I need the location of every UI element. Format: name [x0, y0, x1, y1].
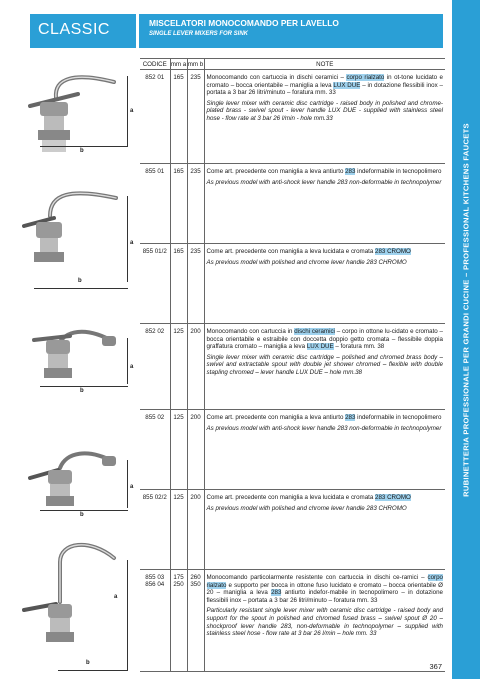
note-english: Particularly resistant single lever mixer with ceramic disc cartridge - raised body and support for the spout in polished and chromed fused brass – swivel spout Ø 20 – shockproof lever handle 283, non-deformable in technopolymer – supplied with stainless steel hose - flow rate at 3 bar 26 l/min – hole mm. 33	[206, 607, 443, 638]
highlight: 283 CROMO	[375, 494, 411, 501]
note-italian	[207, 494, 444, 502]
cell-b: 200	[187, 324, 204, 410]
section-label: CLASSIC	[38, 21, 110, 38]
dimension-label-b: b	[80, 388, 84, 394]
cell-code: 855 02/2	[140, 490, 170, 570]
note-text: antiurto indefor-mabile in tecnopolimero – in dotazione flessibili inox – portata a 3 bar 26 litri/minuto – foratura mm. 33	[206, 589, 443, 604]
dim-line-b-1	[40, 146, 128, 147]
note-english: As previous model with anti-shock lever handle 283 non-deformable in technopolymer	[206, 424, 442, 432]
cell-code: 852 02	[140, 324, 170, 410]
table-header-row	[140, 59, 445, 70]
note-english: As previous model with polished and chrome lever handle 283 CHROMO	[206, 504, 407, 512]
note-english: As previous model with polished and chrome lever handle 283 CHROMO	[206, 258, 407, 266]
mixer-image-5	[10, 532, 126, 652]
note-italian	[207, 74, 444, 97]
side-banner: RUBINETTERIA PROFESSIONALE PER GRANDI CUCINE – PROFESSIONAL KITCHENS FAUCETS	[461, 123, 471, 497]
cell-b: 235	[187, 244, 204, 324]
cell-note	[204, 164, 445, 244]
page-subtitle: SINGLE LEVER MIXERS FOR SINK	[149, 31, 249, 37]
highlight: dischi ceramici	[294, 328, 335, 335]
note-text: indeformabile in tecnopolimero	[355, 168, 442, 175]
note-italian	[207, 574, 444, 604]
cell-a: 125	[170, 490, 187, 570]
page-title: MISCELATORI MONOCOMANDO PER LAVELLO	[149, 18, 339, 28]
cell-b: 235	[187, 164, 204, 244]
col-note: NOTE	[204, 59, 445, 70]
dimension-label-a: a	[130, 484, 134, 490]
cell-a: 125	[170, 410, 187, 490]
dim-line-b-5	[58, 670, 128, 671]
dim-line-a-3	[127, 338, 128, 384]
highlight: corpo rialzato	[346, 74, 385, 81]
dim-line-a-1	[127, 76, 128, 146]
note-text: Come art. precedente con maniglia a leva lucidata e cromata	[206, 248, 376, 255]
note-text: Monocomando particolarmente resistente con cartuccia in dischi ce-ramici –	[206, 574, 428, 581]
note-text: in ot-tone lucidato e cromato – bocca orientabile – maniglia a leva	[206, 74, 443, 89]
cell-a: 125	[170, 324, 187, 410]
cell-a: 165	[170, 244, 187, 324]
note-text: Come art. precedente con maniglia a leva antiurto	[206, 168, 346, 175]
highlight: LUX DUE	[306, 343, 334, 351]
dim-line-b-2	[34, 288, 128, 289]
product-table	[140, 58, 445, 672]
col-code: CODICE	[140, 59, 170, 70]
cell-code: 855 01/2	[140, 244, 170, 324]
title-box	[139, 14, 443, 48]
note-english: Single lever mixer with ceramic disc cartridge – polished and chromed brass body – swivel and extractable spout with double jet shower chromed – flexible with double stapling chromed – lever handle LUX DUE – hole mm.38	[206, 353, 443, 376]
cell-code: 852 01	[140, 70, 170, 164]
cell-a: 165	[170, 70, 187, 164]
cell-note	[204, 490, 445, 570]
col-b: mm b	[187, 60, 204, 68]
table-row	[140, 570, 445, 672]
section-badge	[30, 14, 136, 48]
cell-b: 260 350	[187, 570, 204, 672]
cell-code: 855 03 856 04	[140, 570, 170, 672]
note-english: As previous model with anti-shock lever handle 283 non-deformable in technopolymer	[206, 178, 442, 186]
dimension-label-b: b	[80, 148, 84, 154]
table-row	[140, 244, 445, 324]
dimension-label-b: b	[80, 512, 84, 518]
cell-note	[204, 410, 445, 490]
note-text: Come art. precedente con maniglia a leva antiurto	[206, 414, 346, 421]
cell-code: 855 02	[140, 410, 170, 490]
table-row	[140, 324, 445, 410]
dim-line-a-4	[127, 460, 128, 508]
header	[0, 0, 480, 50]
mixer-image-2	[14, 176, 124, 276]
note-text: – in dotazione flessibili inox – portata a 3 bar 26 litri/minuto – foratura mm. 33	[206, 81, 443, 97]
note-text: indeformabile in tecnopolimero	[355, 414, 442, 421]
dimension-label-a: a	[130, 364, 134, 370]
note-text: e supporto per bocca in ottone fuso lucidato e cromato – bocca orientabile Ø 20 – maniglia a leva	[206, 581, 443, 597]
cell-b: 200	[187, 490, 204, 570]
page-number: 367	[429, 662, 442, 671]
dimension-label-a: a	[130, 108, 134, 114]
mixer-image-4	[14, 418, 124, 510]
note-text: Come art. precedente con maniglia a leva lucidata e cromata	[206, 494, 376, 501]
note-text: – corpo in ottone lu-cidato e cromato – bocca orientabile e estraibile con doccetta doppio getto cromata – flessibile doppia graffatura cromato – maniglia a leva	[206, 328, 444, 351]
cell-a: 165	[170, 164, 187, 244]
cell-note	[204, 244, 445, 324]
col-a: mm a	[170, 60, 187, 68]
cell-b: 200	[187, 410, 204, 490]
highlight: 283	[345, 414, 356, 421]
mixer-image-1	[14, 68, 124, 156]
note-text: Monocomando con cartuccia in	[206, 328, 295, 335]
cell-a: 175 250	[170, 570, 187, 672]
cell-note	[204, 324, 445, 410]
dim-line-b-4	[40, 510, 128, 511]
note-italian	[207, 414, 444, 422]
highlight: 283 CROMO	[375, 248, 411, 255]
cell-code: 855 01	[140, 164, 170, 244]
dimension-label-b: b	[78, 278, 82, 284]
table-row	[140, 490, 445, 570]
note-italian	[207, 248, 444, 256]
dim-line-b-3	[40, 386, 128, 387]
note-italian	[207, 328, 444, 351]
note-english: Single lever mixer with ceramic disc cartridge - raised body in polished and chrome-plated brass - swivel spout - lever handle LUX DUE - supplied with stainless steel hose - flow rate at 3 bar 26 l/min - hole mm.33	[206, 99, 443, 122]
table-row	[140, 410, 445, 490]
highlight: 283	[271, 589, 282, 597]
dimension-label-a: a	[130, 240, 134, 246]
note-text: – foratura mm. 38	[333, 343, 385, 351]
mixer-image-3	[14, 316, 124, 386]
table-row	[140, 164, 445, 244]
cell-note	[204, 570, 445, 672]
highlight: 283	[345, 168, 356, 175]
cell-note	[204, 70, 445, 164]
dim-line-a-5	[127, 560, 128, 670]
dimension-label-b: b	[86, 660, 90, 666]
table-row	[140, 70, 445, 164]
highlight: LUX DUE	[333, 81, 361, 89]
note-text: Monocomando con cartuccia in dischi ceramici –	[206, 74, 347, 81]
dimension-label-a: a	[114, 594, 118, 600]
dim-line-a-2	[127, 196, 128, 282]
highlight: corpo rialzato	[206, 574, 443, 589]
note-italian	[207, 168, 444, 176]
cell-b: 235	[187, 70, 204, 164]
